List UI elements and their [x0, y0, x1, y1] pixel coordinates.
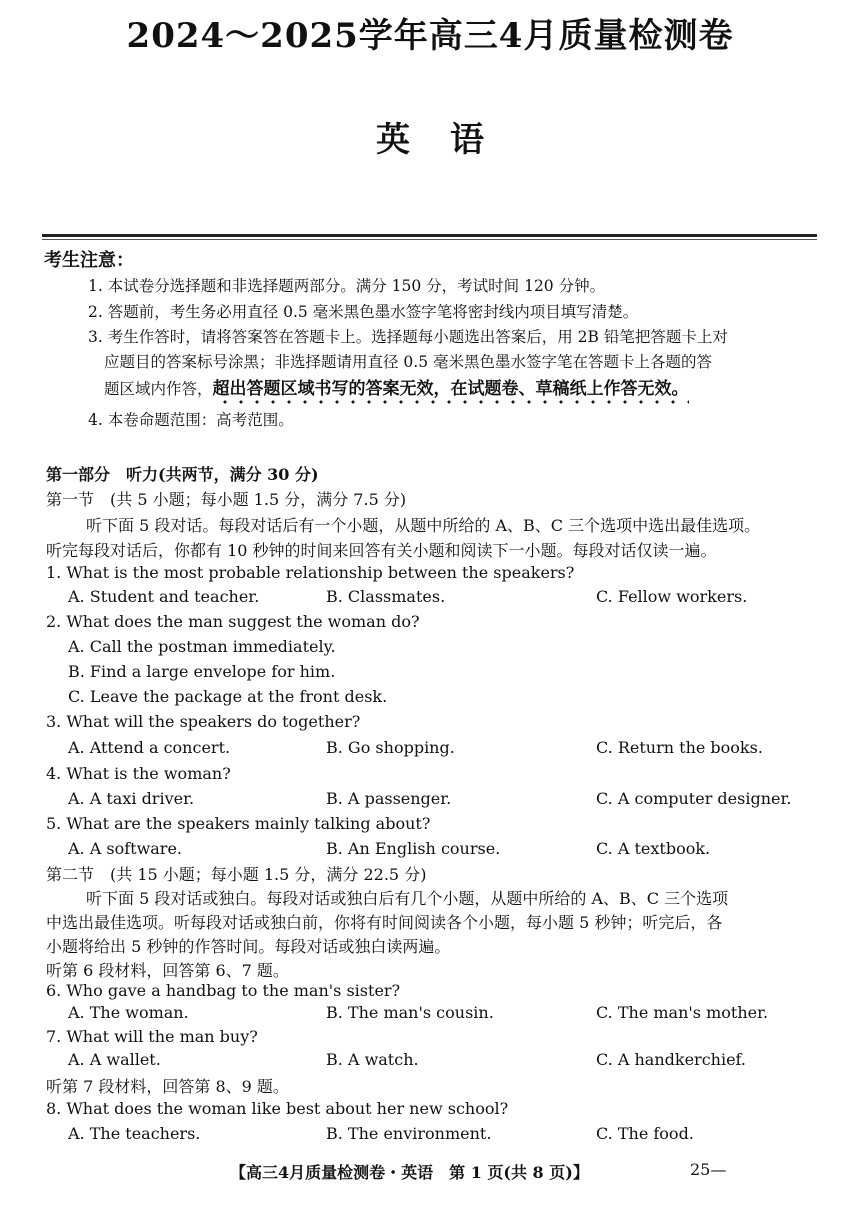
material-6-heading: 听第 6 段材料，回答第 6、7 题。: [46, 961, 289, 980]
q3-option-c: C. Return the books.: [596, 738, 763, 757]
q4-option-c: C. A computer designer.: [596, 789, 792, 808]
q1-option-c: C. Fellow workers.: [596, 587, 748, 606]
question-5: 5. What are the speakers mainly talking about?: [46, 814, 431, 833]
part1-title: 第一部分 听力(共两节，满分 30 分): [46, 465, 319, 484]
page-code: 25—: [690, 1160, 727, 1179]
notice-emphasis: 超出答题区域书写的答案无效，在试题卷、草稿纸上作答无效。: [213, 379, 689, 405]
q2-option-b: B. Find a large envelope for him.: [68, 662, 336, 681]
question-7: 7. What will the man buy?: [46, 1027, 258, 1046]
q6-option-a: A. The woman.: [68, 1003, 189, 1022]
q6-option-c: C. The man's mother.: [596, 1003, 769, 1022]
q4-option-a: A. A taxi driver.: [68, 789, 195, 808]
q7-option-b: B. A watch.: [326, 1050, 419, 1069]
section1-instruction-line1: 听下面 5 段对话。每段对话后有一个小题，从题中所给的 A、B、C 三个选项中选出最佳选项。: [86, 516, 761, 535]
page-footer: 【高三4月质量检测卷・英语 第 1 页(共 8 页)】: [230, 1163, 589, 1182]
q3-option-b: B. Go shopping.: [326, 738, 455, 757]
q4-option-b: B. A passenger.: [326, 789, 452, 808]
header-divider: [42, 234, 817, 237]
q6-option-b: B. The man's cousin.: [326, 1003, 494, 1022]
question-8: 8. What does the woman like best about her new school?: [46, 1099, 509, 1118]
q7-option-c: C. A handkerchief.: [596, 1050, 746, 1069]
section2-title: 第二节 (共 15 小题；每小题 1.5 分，满分 22.5 分): [46, 865, 427, 884]
question-1: 1. What is the most probable relationship between the speakers?: [46, 563, 575, 582]
exam-title: 2024～2025学年高三4月质量检测卷: [126, 16, 734, 56]
question-4: 4. What is the woman?: [46, 764, 231, 783]
material-7-heading: 听第 7 段材料，回答第 8、9 题。: [46, 1077, 289, 1096]
notice-item-3-line2: 应题目的答案标号涂黑；非选择题请用直径 0.5 毫米黑色墨水签字笔在答题卡上各题的答: [104, 353, 713, 371]
section2-instruction-line2: 中选出最佳选项。听每段对话或独白前，你将有时间阅读各个小题，每小题 5 秒钟；听完后，各: [46, 913, 723, 932]
q5-option-c: C. A textbook.: [596, 839, 711, 858]
q5-option-a: A. A software.: [68, 839, 182, 858]
section1-instruction-line2: 听完每段对话后，你都有 10 秒钟的时间来回答有关小题和阅读下一小题。每段对话仅读一遍。: [46, 541, 717, 560]
subject-title: 英语: [376, 120, 524, 160]
q2-option-a: A. Call the postman immediately.: [68, 637, 336, 656]
question-6: 6. Who gave a handbag to the man's sister?: [46, 981, 401, 1000]
q8-option-b: B. The environment.: [326, 1124, 492, 1143]
section1-title: 第一节 (共 5 小题；每小题 1.5 分，满分 7.5 分): [46, 490, 407, 509]
header-divider-thin: [42, 239, 817, 240]
q8-option-a: A. The teachers.: [68, 1124, 201, 1143]
notice-item-4: 4. 本卷命题范围：高考范围。: [88, 411, 294, 429]
q5-option-b: B. An English course.: [326, 839, 501, 858]
question-2: 2. What does the man suggest the woman do?: [46, 612, 420, 631]
q3-option-a: A. Attend a concert.: [68, 738, 231, 757]
question-3: 3. What will the speakers do together?: [46, 712, 361, 731]
q1-option-b: B. Classmates.: [326, 587, 446, 606]
notice-item-3-plain: 题区域内作答，: [104, 380, 213, 398]
notice-item-2: 2. 答题前，考生务必用直径 0.5 毫米黑色墨水签字笔将密封线内项目填写清楚。: [88, 303, 639, 321]
section2-instruction-line1: 听下面 5 段对话或独白。每段对话或独白后有几个小题，从题中所给的 A、B、C 三个选项: [86, 889, 729, 908]
q8-option-c: C. The food.: [596, 1124, 694, 1143]
notice-item-1: 1. 本试卷分选择题和非选择题两部分。满分 150 分，考试时间 120 分钟。: [88, 277, 606, 295]
section2-instruction-line3: 小题将给出 5 秒钟的作答时间。每段对话或独白读两遍。: [46, 937, 451, 956]
q7-option-a: A. A wallet.: [68, 1050, 161, 1069]
q1-option-a: A. Student and teacher.: [68, 587, 260, 606]
notice-item-3-line1: 3. 考生作答时，请将答案答在答题卡上。选择题每小题选出答案后，用 2B 铅笔把答题卡上对: [88, 328, 728, 346]
q2-option-c: C. Leave the package at the front desk.: [68, 687, 388, 706]
notice-item-3-line3: [104, 374, 689, 399]
notice-title: 考生注意：: [44, 250, 134, 271]
